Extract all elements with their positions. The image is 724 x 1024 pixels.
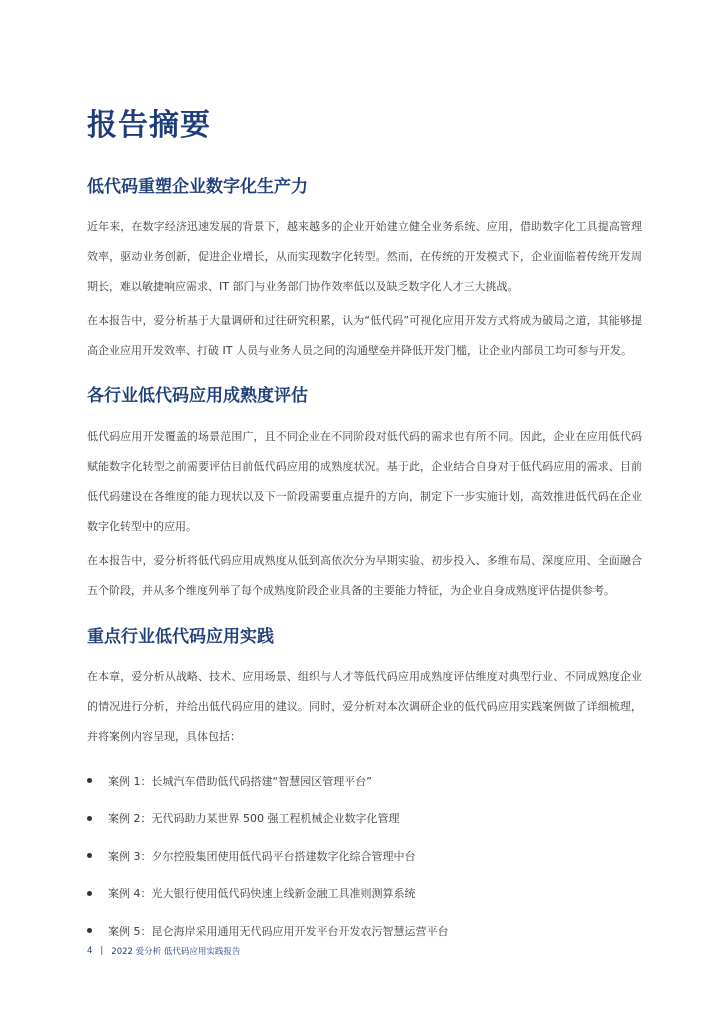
bullet-icon — [87, 778, 92, 783]
page-title: 报告摘要 — [87, 108, 211, 143]
list-item — [87, 837, 449, 875]
footer-separator: | — [100, 946, 104, 956]
list-item — [87, 800, 449, 838]
list-item — [87, 762, 449, 800]
case-label: 案例 4：光大银行使用低代码快速上线新金融工具准则测算系统 — [108, 887, 416, 901]
section-heading-3: 重点行业低代码应用实践 — [87, 627, 274, 647]
case-label: 案例 3：夕尔控股集团使用低代码平台搭建数字化综合管理中台 — [108, 849, 416, 863]
case-label: 案例 2：无代码助力某世界 500 强工程机械企业数字化管理 — [108, 812, 400, 826]
bullet-icon — [87, 816, 92, 821]
section-1-paragraph-1: 近年来，在数字经济迅速发展的背景下，越来越多的企业开始建立健全业务系统、应用，借助数字化工具提高管理效率，驱动业务创新，促进企业增长，从而实现数字化转型。然而，在传统的开发模式下，企业面临着传统开发周期长，难以敏捷响应需求、IT 部门与业务部门协作效率低以及缺乏数字化人才三大挑战。 — [87, 220, 642, 293]
section-2-paragraph-2: 在本报告中，爱分析将低代码应用成熟度从低到高依次分为早期实验、初步投入、多维布局、深度应用、全面融合五个阶段，并从多个维度列举了每个成熟度阶段企业具备的主要能力特征，为企业自身成熟度评估提供参考。 — [87, 554, 642, 597]
list-item — [87, 912, 449, 950]
page-number: 4 — [87, 946, 93, 956]
bullet-icon — [87, 891, 92, 896]
bullet-icon — [87, 853, 92, 858]
case-label: 案例 5：昆仑海岸采用通用无代码应用开发平台开发农污智慧运营平台 — [108, 924, 449, 938]
list-item — [87, 875, 449, 913]
section-1-paragraph-2: 在本报告中，爱分析基于大量调研和过往研究积累，认为“低代码”可视化应用开发方式将成为破局之道，其能够提高企业应用开发效率、打破 IT 人员与业务人员之间的沟通壁垒并降低开发门槛，让企业内部员工均可参与开发。 — [87, 314, 642, 357]
section-heading-1: 低代码重塑企业数字化生产力 — [87, 177, 308, 197]
case-list — [87, 762, 449, 950]
bullet-icon — [87, 928, 92, 933]
footer-report-title: 2022 爱分析 低代码应用实践报告 — [111, 947, 241, 957]
case-label: 案例 1：长城汽车借助低代码搭建“智慧园区管理平台” — [108, 774, 372, 788]
page-footer — [87, 945, 240, 957]
section-2-paragraph-1: 低代码应用开发覆盖的场景范围广，且不同企业在不同阶段对低代码的需求也有所不同。因此，企业在应用低代码赋能数字化转型之前需要评估目前低代码应用的成熟度状况。基于此，企业结合自身对于低代码应用的需求、目前低代码建设在各维度的能力现状以及下一阶段需要重点提升的方向，制定下一步实施计划，高效推进低代码在企业数字化转型中的应用。 — [87, 430, 642, 533]
section-3-paragraph-1: 在本章，爱分析从战略、技术、应用场景、组织与人才等低代码应用成熟度评估维度对典型行业、不同成熟度企业的情况进行分析，并给出低代码应用的建议。同时，爱分析对本次调研企业的低代码应用实践案例做了详细梳理，并将案例内容呈现，具体包括： — [87, 670, 642, 743]
section-heading-2: 各行业低代码应用成熟度评估 — [87, 386, 308, 406]
